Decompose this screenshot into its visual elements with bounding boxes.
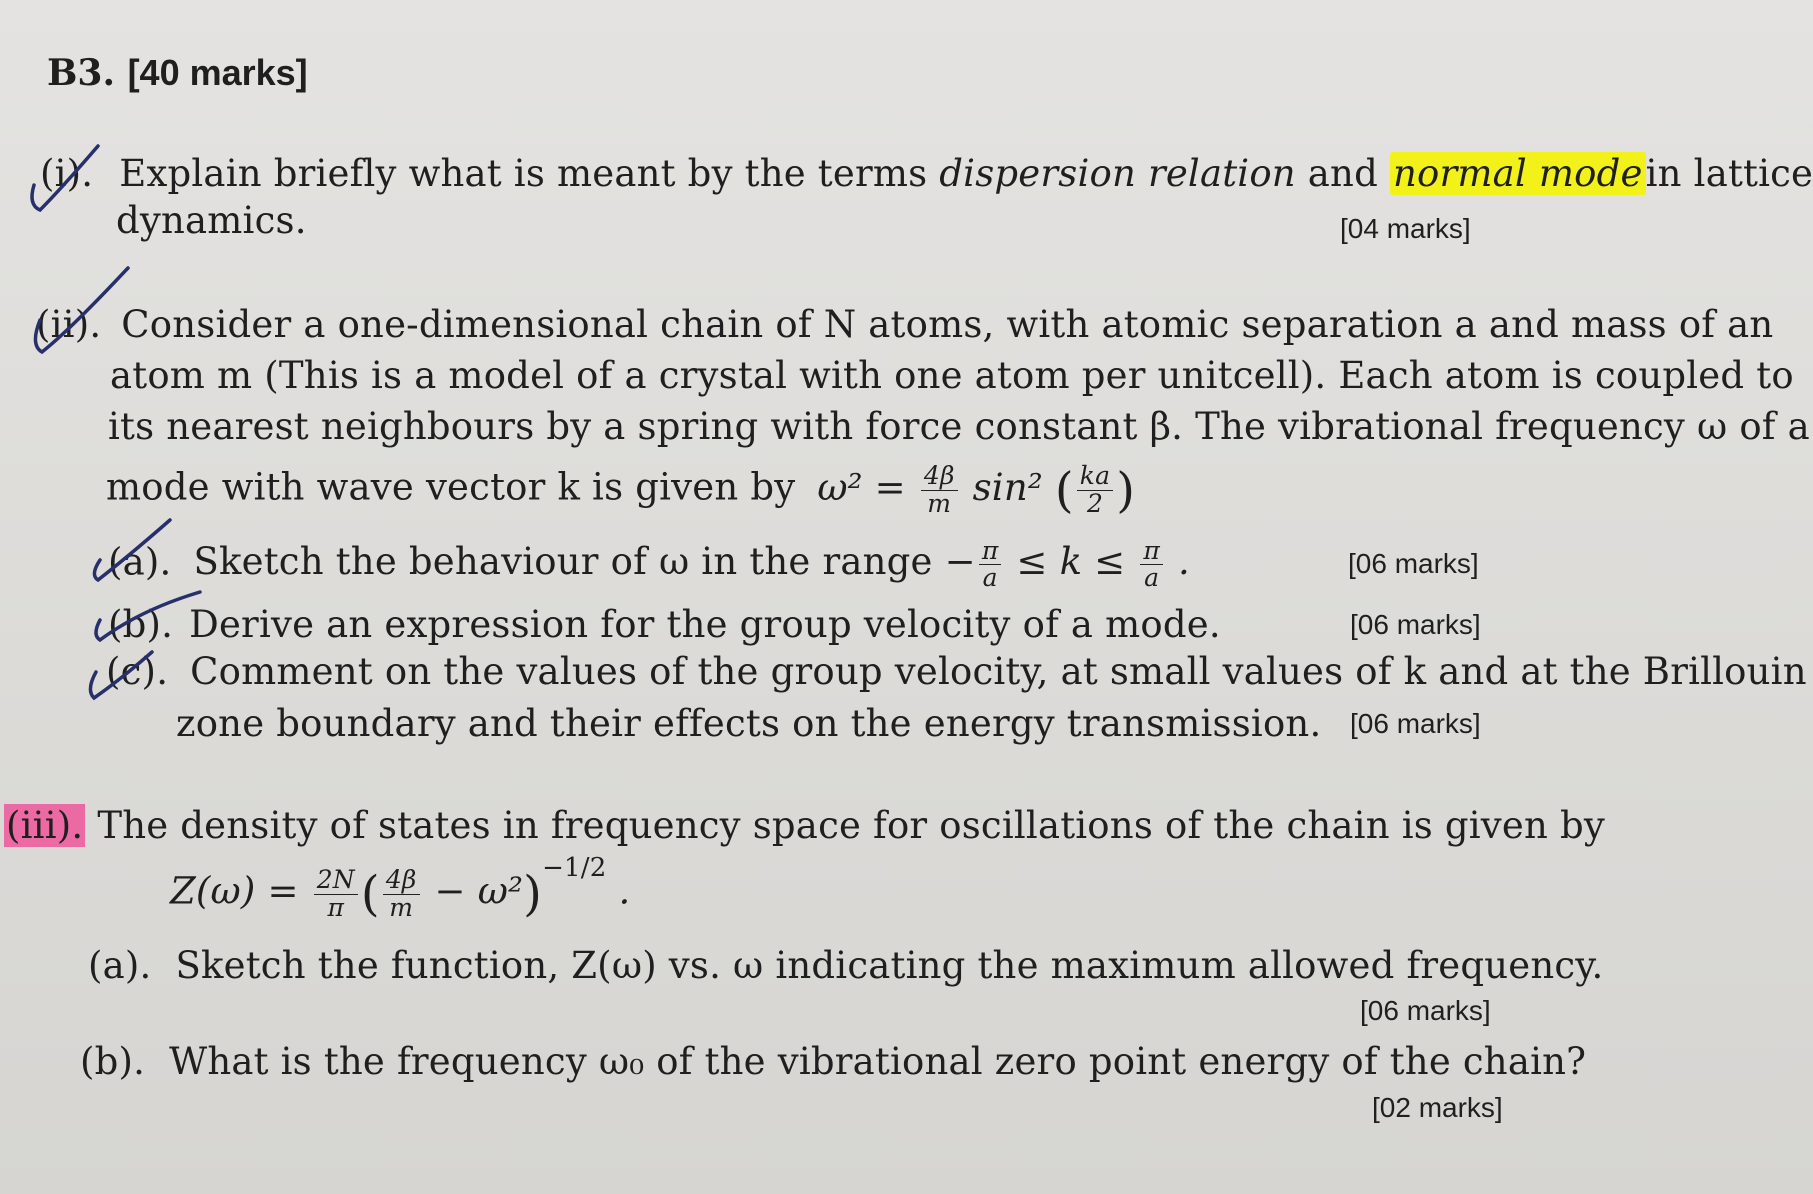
formula-arg-num: ka: [1077, 463, 1113, 490]
q2b-line: [108, 603, 1221, 646]
q1-marks: [04 marks]: [1340, 213, 1471, 244]
dispersion-formula: ω² = $\frac{4\beta}{m}$ sin² ( $\frac{ka}{2}$ ): [817, 461, 1136, 518]
dos-lhs: Z(ω) =: [170, 869, 299, 913]
q2c-marks: [06 marks]: [1350, 708, 1481, 739]
q2-line3: its nearest neighbours by a spring with force constant β. The vibrational frequency ω of a: [108, 405, 1810, 448]
q3a-line: [88, 944, 1603, 987]
range-minus: −: [944, 540, 976, 584]
range-right-frac: [1140, 538, 1163, 592]
q1-number: (i).: [40, 152, 94, 195]
q2c-line1: [106, 650, 1807, 693]
range-left-frac: [979, 538, 1002, 592]
q3b-line: [80, 1040, 1586, 1083]
q2-line2: atom m (This is a model of a crystal with one atom per unitcell). Each atom is coupled to: [110, 354, 1794, 397]
dos-frac2: [383, 867, 420, 921]
formula-arg-den: 2: [1086, 488, 1104, 518]
q2c-text1: Comment on the values of the group velocity, at small values of k and at the Brillouin: [190, 650, 1807, 693]
term-dispersion-relation: dispersion relation: [939, 152, 1296, 195]
formula-fn: sin²: [972, 465, 1043, 509]
q2-line1: [36, 303, 1773, 346]
range-right-den: a: [1144, 563, 1160, 593]
range-expression: [944, 536, 1190, 593]
formula-num: 4β: [921, 463, 958, 490]
q2c-label: (c).: [106, 650, 169, 693]
q3a-label: (a).: [88, 944, 152, 987]
q2b-label: (b).: [108, 603, 174, 646]
dos-exponent: −1/2: [542, 853, 607, 884]
q2-number: (ii).: [36, 303, 102, 346]
q1-text-b: and: [1307, 152, 1378, 195]
q1-line2: dynamics.: [116, 199, 307, 242]
dos-num1: 2N: [314, 867, 358, 894]
dos-minus: − ω²: [434, 869, 524, 913]
dos-den1: π: [327, 892, 345, 922]
term-normal-mode: normal mode: [1390, 152, 1646, 195]
q3-number: (iii).: [6, 804, 84, 847]
q3-text: The density of states in frequency space for oscillations of the chain is given by: [97, 804, 1605, 847]
q3b-label: (b).: [80, 1040, 146, 1083]
q2a-line: [108, 538, 1190, 592]
formula-fraction: [921, 463, 958, 517]
range-mid: ≤ k ≤: [1016, 540, 1126, 584]
dos-num2: 4β: [383, 867, 420, 894]
q2-line4-text: mode with wave vector k is given by: [106, 465, 796, 509]
range-left-num: π: [979, 538, 1002, 565]
formula-arg: [1077, 463, 1113, 517]
question-header: [47, 52, 308, 94]
dos-formula: Z(ω) = $\frac{2N}{\pi}$ ( $\frac{4\beta}{m}$ − ω²)$^{-1/2}$ .: [170, 853, 631, 922]
q3b-marks: [02 marks]: [1372, 1092, 1503, 1123]
range-right-num: π: [1140, 538, 1163, 565]
q1-text-c: in lattice: [1645, 152, 1813, 195]
q1-text-a: Explain briefly what is meant by the terms: [119, 152, 928, 195]
q2a-marks: [06 marks]: [1348, 548, 1479, 579]
dos-den2: m: [389, 892, 414, 922]
q2b-marks: [06 marks]: [1350, 609, 1481, 640]
q2c-line2: zone boundary and their effects on the energy transmission.: [176, 702, 1322, 745]
question-code: B3.: [47, 52, 116, 94]
q2a-label: (a).: [108, 540, 172, 584]
q3-line1: [4, 804, 1605, 847]
q2b-text: Derive an expression for the group velocity of a mode.: [189, 603, 1221, 646]
q3b-text: What is the frequency ω₀ of the vibrational zero point energy of the chain?: [169, 1040, 1587, 1083]
dos-frac1: [314, 867, 358, 921]
q3a-text: Sketch the function, Z(ω) vs. ω indicating the maximum allowed frequency.: [175, 944, 1604, 987]
formula-lhs: ω² =: [817, 465, 906, 509]
q2-line1-text: Consider a one-dimensional chain of N atoms, with atomic separation a and mass of an: [121, 303, 1774, 346]
q2a-text: Sketch the behaviour of ω in the range: [193, 540, 933, 584]
formula-den: m: [927, 488, 952, 518]
q3a-marks: [06 marks]: [1360, 995, 1491, 1026]
range-left-den: a: [982, 563, 998, 593]
q1-line1: [40, 152, 1813, 195]
range-end: .: [1177, 540, 1190, 584]
total-marks: [40 marks]: [127, 52, 308, 93]
q2-line4: [106, 462, 1135, 518]
dos-end: .: [618, 869, 631, 913]
